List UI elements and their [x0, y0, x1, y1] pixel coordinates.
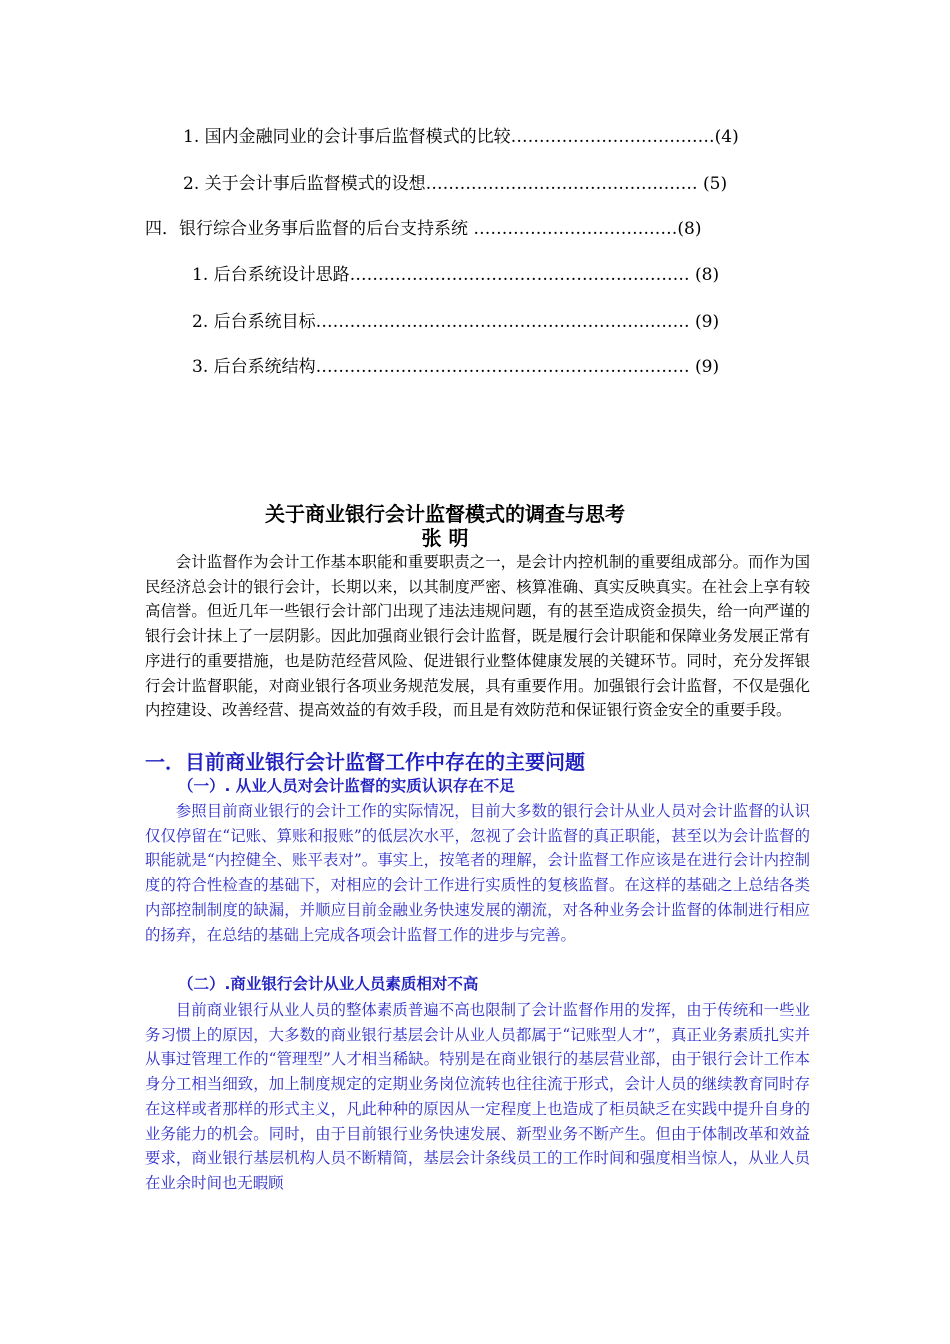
toc-entry[interactable]: 1. 国内金融同业的会计事后监督模式的比较………………………………(4) [183, 127, 739, 147]
article-author: 张 明 [421, 526, 469, 550]
toc-entry[interactable]: 2. 后台系统目标………………………………………………………… (9) [192, 312, 720, 332]
toc-entry[interactable]: 3. 后台系统结构………………………………………………………… (9) [192, 357, 720, 377]
subsection-paragraph: 参照目前商业银行的会计工作的实际情况，目前大多数的银行会计从业人员对会计监督的认识仅仅停留在“记账、算账和报账”的低层次水平，忽视了会计监督的真正职能，甚至以为会计监督的职能就是“内控健全、账平表对”。事实上，按笔者的理解，会计监督工作应该是在进行会计内控制度的符合性检查的基础下，对相应的会计工作进行实质性的复核监督。在这样的基础之上总结各类内部控制制度的缺漏，并顺应目前金融业务快速发展的潮流，对各种业务会计监督的体制进行相应的扬弃，在总结的基础上完成各项会计监督工作的进步与完善。 [145, 802, 810, 944]
article-title: 关于商业银行会计监督模式的调查与思考 [265, 502, 625, 526]
toc-entry[interactable]: 1. 后台系统设计思路…………………………………………………… (8) [192, 265, 720, 285]
subsection-heading: （二）.商业银行会计从业人员素质相对不高 [178, 975, 479, 993]
intro-paragraph: 会计监督作为会计工作基本职能和重要职责之一，是会计内控机制的重要组成部分。而作为国民经济总会计的银行会计，长期以来，以其制度严密、核算准确、真实反映真实。在社会上享有较高信誉。但近几年一些银行会计部门出现了违法违规问题，有的甚至造成资金损失，给一向严谨的银行会计抹上了一层阴影。因此加强商业银行会计监督，既是履行会计职能和保障业务发展正常有序进行的重要措施，也是防范经营风险、促进银行业整体健康发展的关键环节。同时，充分发挥银行会计监督职能，对商业银行各项业务规范发展，具有重要作用。加强银行会计监督，不仅是强化内控建设、改善经营、提高效益的有效手段，而且是有效防范和保证银行资金安全的重要手段。 [145, 553, 810, 720]
section-heading: 一．目前商业银行会计监督工作中存在的主要问题 [145, 750, 585, 774]
toc-entry[interactable]: 四．银行综合业务事后监督的后台支持系统 ………………………………(8) [145, 219, 702, 239]
subsection-heading: （一）. 从业人员对会计监督的实质认识存在不足 [178, 777, 515, 795]
subsection-paragraph: 目前商业银行从业人员的整体素质普遍不高也限制了会计监督作用的发挥，由于传统和一些业务习惯上的原因，大多数的商业银行基层会计从业人员都属于“记账型人才”，真正业务素质扎实并从事过管理工作的“管理型”人才相当稀缺。特别是在商业银行的基层营业部，由于银行会计工作本身分工相当细致，加上制度规定的定期业务岗位流转也往往流于形式，会计人员的继续教育同时存在这样或者那样的形式主义，凡此种种的原因从一定程度上也造成了柜员缺乏在实践中提升自身的业务能力的机会。同时，由于目前银行业务快速发展、新型业务不断产生。但由于体制改革和效益要求，商业银行基层机构人员不断精简，基层会计条线员工的工作时间和强度相当惊人，从业人员在业余时间也无暇顾 [145, 1001, 810, 1192]
toc-entry[interactable]: 2. 关于会计事后监督模式的设想………………………………………… (5) [183, 174, 728, 194]
